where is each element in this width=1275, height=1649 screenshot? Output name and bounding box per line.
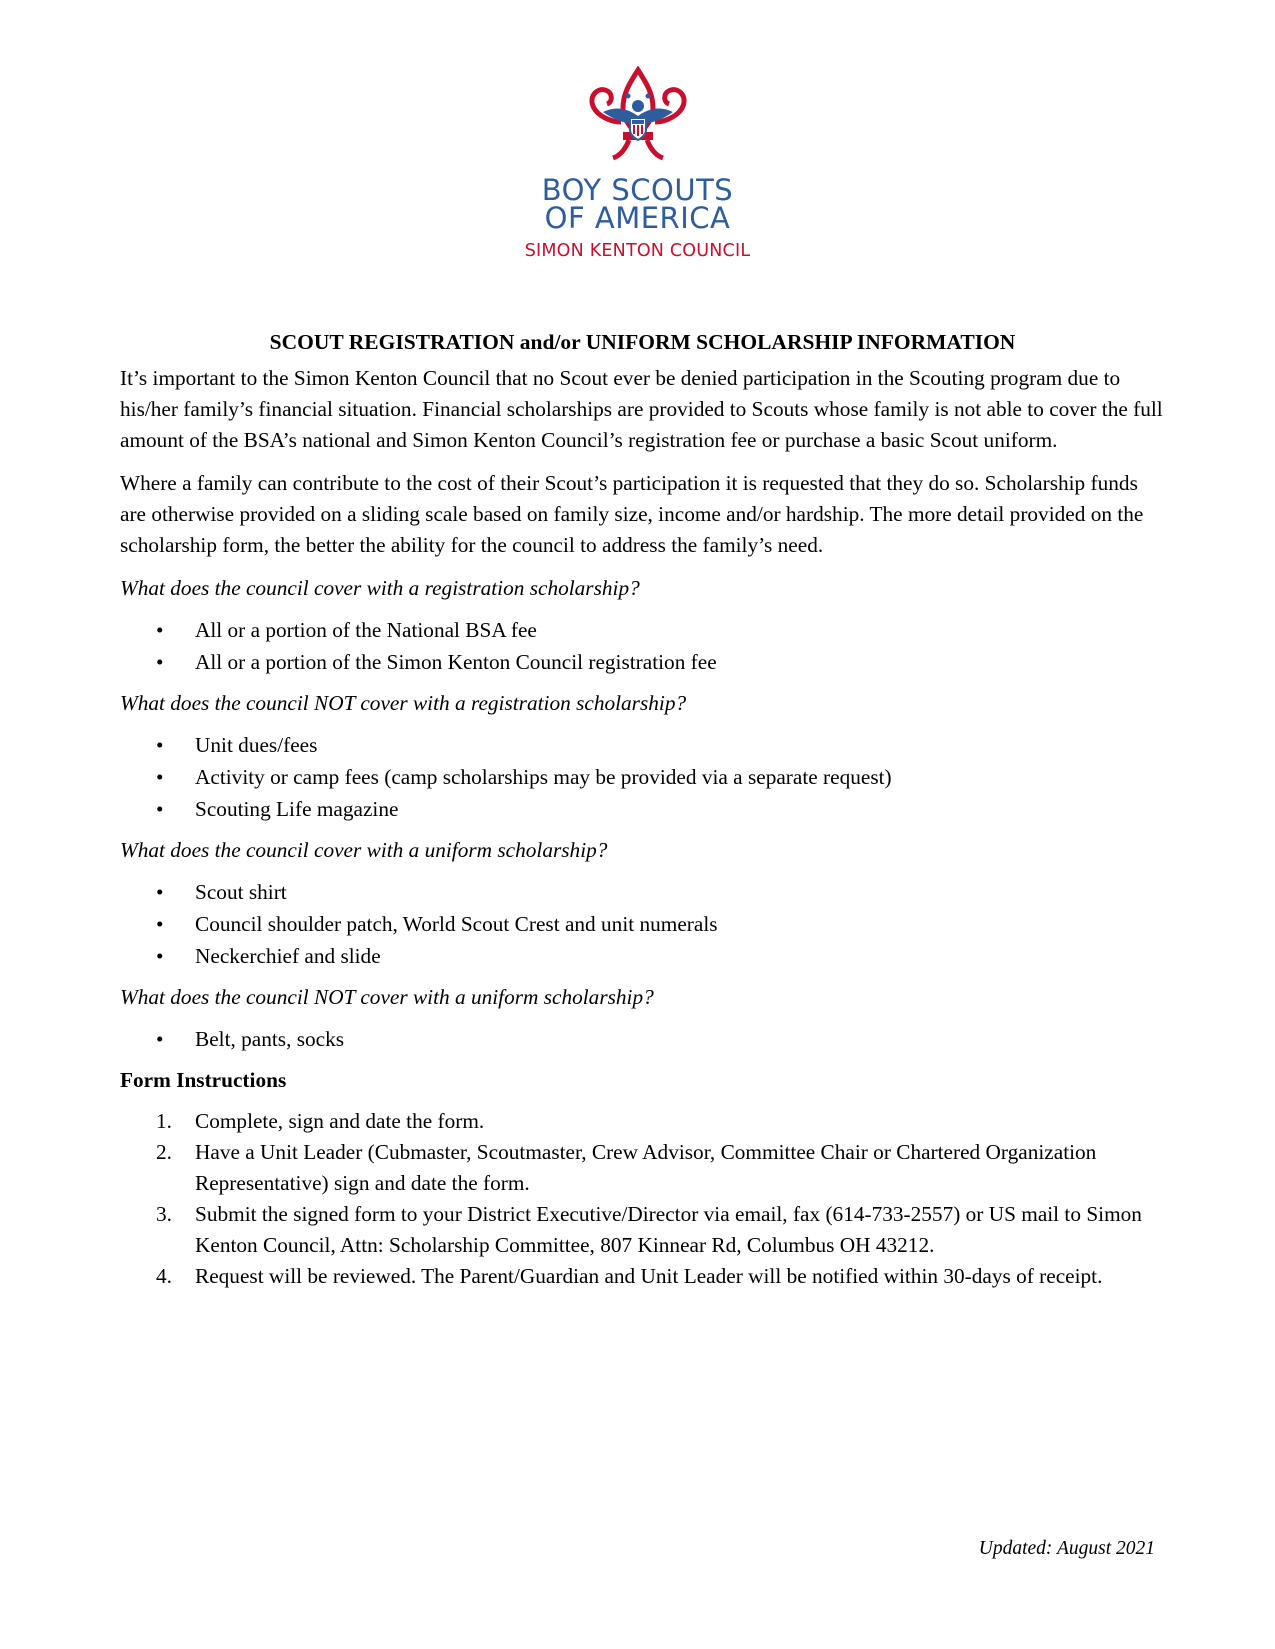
instruction-number: 3. bbox=[156, 1202, 172, 1226]
fleur-de-lis-eagle-icon bbox=[583, 66, 693, 166]
list-item: • Unit dues/fees bbox=[120, 729, 1165, 761]
instruction-item bbox=[120, 1137, 1165, 1199]
instructions-list bbox=[120, 1106, 1165, 1292]
section-question: What does the council NOT cover with a uniform scholarship? bbox=[120, 985, 654, 1009]
intro-paragraph-1: It’s important to the Simon Kenton Council that no Scout ever be denied participation in the Scouting program due to his/her family’s financial situation. Financial scholarships are provided to Scouts whose family is not able to cover the full amount of the BSA’s national and Simon Kenton Council’s registration fee or purchase a basic Scout uniform. bbox=[120, 366, 1163, 452]
instruction-number: 1. bbox=[156, 1109, 172, 1133]
instruction-item bbox=[120, 1106, 1165, 1137]
form-instructions-heading: Form Instructions bbox=[120, 1068, 287, 1092]
section-question: What does the council cover with a registration scholarship? bbox=[120, 576, 640, 600]
list-item: • Scout shirt bbox=[120, 876, 1165, 908]
instruction-item bbox=[120, 1199, 1165, 1261]
section-question: What does the council NOT cover with a registration scholarship? bbox=[120, 691, 687, 715]
list-item: • All or a portion of the Simon Kenton Council registration fee bbox=[120, 646, 1165, 678]
bsa-logo bbox=[0, 66, 1275, 264]
list-item: • Belt, pants, socks bbox=[120, 1023, 1165, 1055]
instruction-text: Complete, sign and date the form. bbox=[195, 1109, 485, 1133]
bullet-list bbox=[120, 614, 1165, 678]
instruction-number: 2. bbox=[156, 1140, 172, 1164]
instruction-text: Submit the signed form to your District Executive/Director via email, fax (614-733-2557) or US mail to Simon Kenton Council, Attn: Scholarship Committee, 807 Kinnear Rd, Columbus OH 43212. bbox=[195, 1202, 1142, 1257]
logo-council-name: SIMON KENTON COUNCIL bbox=[524, 241, 751, 261]
instruction-text: Request will be reviewed. The Parent/Guardian and Unit Leader will be notified within 30-days of receipt. bbox=[195, 1264, 1103, 1288]
instruction-item bbox=[120, 1261, 1165, 1292]
list-item: • Neckerchief and slide bbox=[120, 940, 1165, 972]
intro-paragraph-2: Where a family can contribute to the cost of their Scout’s participation it is requested that they do so. Scholarship funds are otherwise provided on a sliding scale based on family size, income and/or hardship. The more detail provided on the scholarship form, the better the ability for the council to address the family’s need. bbox=[120, 471, 1144, 557]
updated-date: Updated: August 2021 bbox=[978, 1538, 1155, 1559]
bullet-list bbox=[120, 729, 1165, 825]
list-item: • Scouting Life magazine bbox=[120, 793, 1165, 825]
document-body bbox=[120, 327, 1165, 1292]
list-item: • Council shoulder patch, World Scout Crest and unit numerals bbox=[120, 908, 1165, 940]
list-item: • All or a portion of the National BSA fee bbox=[120, 614, 1165, 646]
logo-org-line2: OF AMERICA bbox=[544, 201, 731, 235]
logo-org-line1: BOY SCOUTS bbox=[541, 173, 734, 207]
list-item: • Activity or camp fees (camp scholarships may be provided via a separate request) bbox=[120, 761, 1165, 793]
bullet-list bbox=[120, 1023, 1165, 1055]
section-question: What does the council cover with a uniform scholarship? bbox=[120, 838, 608, 862]
instruction-number: 4. bbox=[156, 1264, 172, 1288]
page-title: SCOUT REGISTRATION and/or UNIFORM SCHOLARSHIP INFORMATION bbox=[269, 330, 1016, 354]
instruction-text: Have a Unit Leader (Cubmaster, Scoutmaster, Crew Advisor, Committee Chair or Chartered Organization Representative) sign and date the form. bbox=[195, 1140, 1097, 1195]
bullet-list bbox=[120, 876, 1165, 972]
